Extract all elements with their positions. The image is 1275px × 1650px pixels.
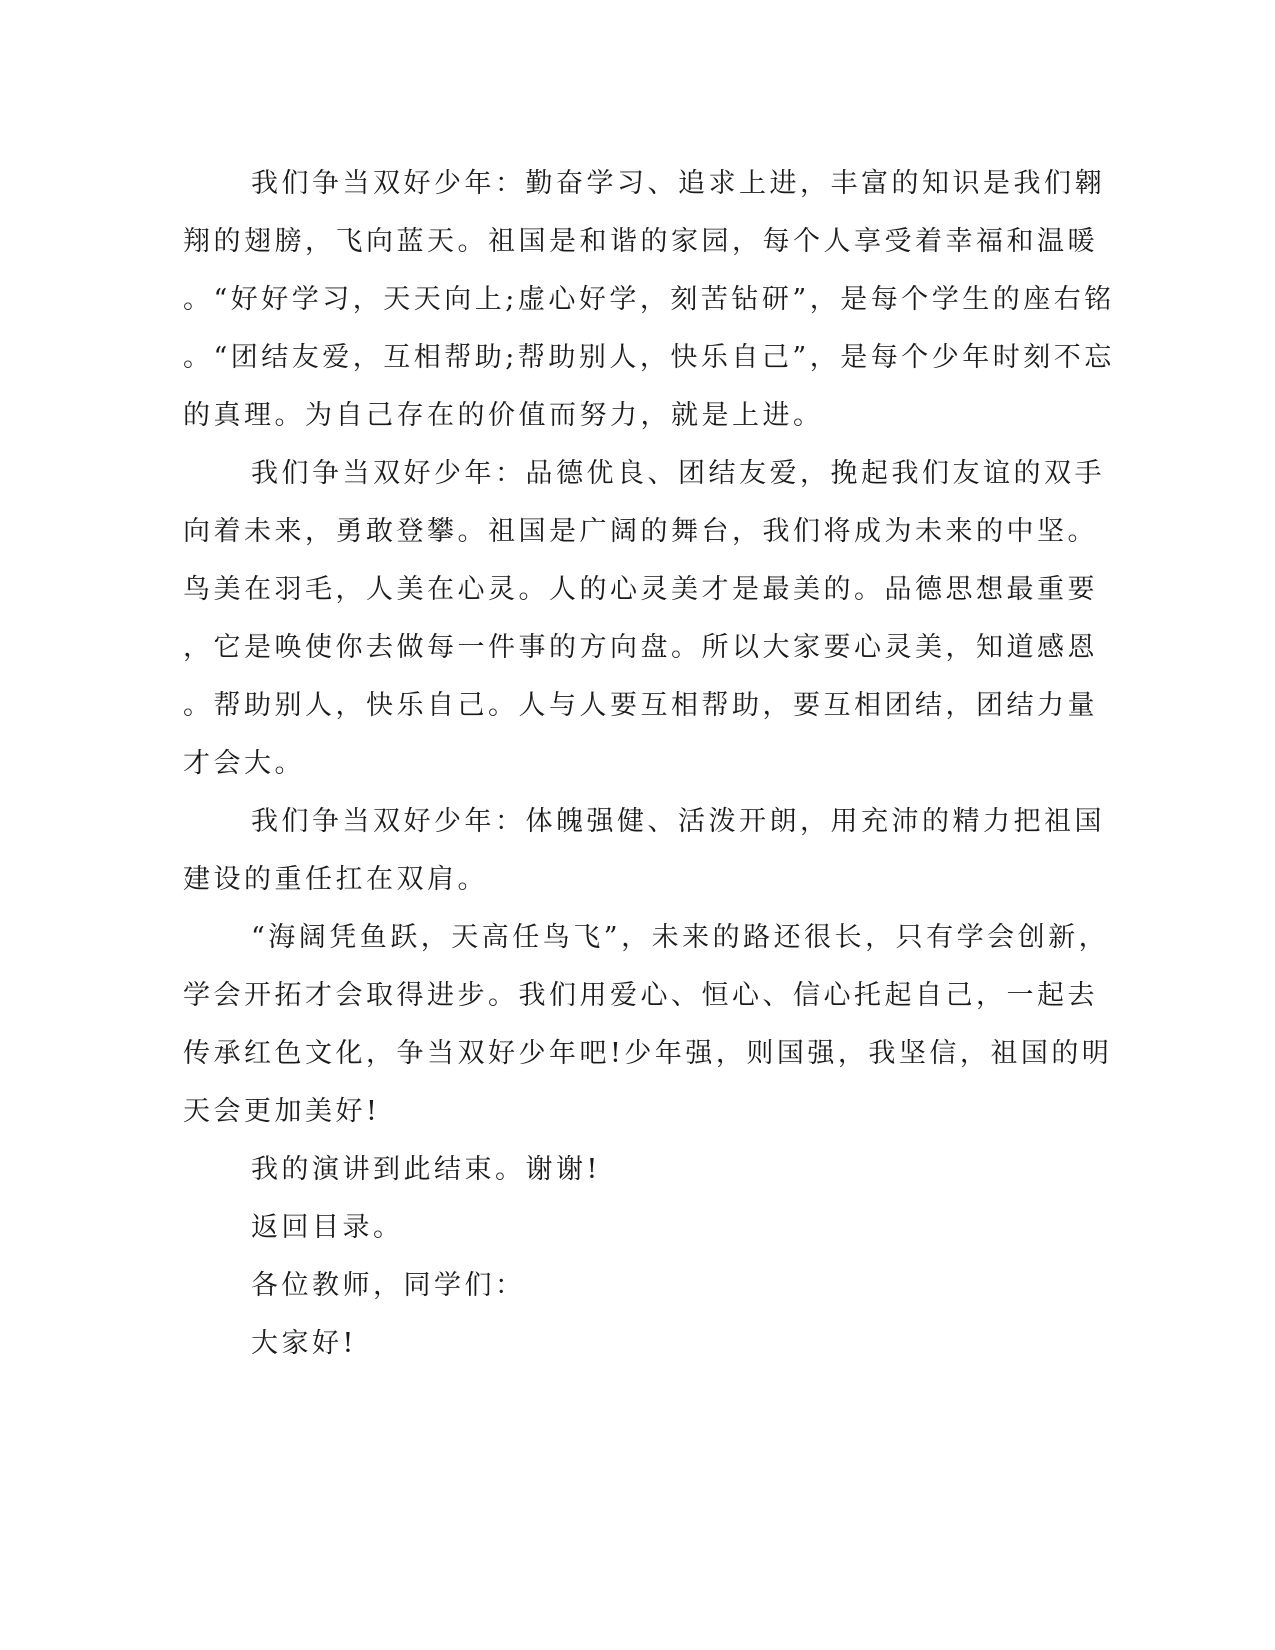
document-body xyxy=(183,155,1115,1373)
text-line: 我们争当双好少年：品德优良、团结友爱，挽起我们友谊的双手 xyxy=(251,458,1105,489)
text-line: 各位教师，同学们： xyxy=(251,1270,526,1301)
text-line: 翔的翅膀，飞向蓝天。祖国是和谐的家园，每个人享受着幸福和温暖 xyxy=(183,226,1098,257)
text-line: 我的演讲到此结束。谢谢! xyxy=(251,1154,601,1185)
text-line: 。帮助别人，快乐自己。人与人要互相帮助，要互相团结，团结力量 xyxy=(183,690,1098,721)
text-line: 返回目录。 xyxy=(251,1212,404,1243)
text-line: 天会更加美好! xyxy=(183,1096,381,1127)
text-line: 。“好好学习，天天向上;虚心好学，刻苦钻研”，是每个学生的座右铭 xyxy=(183,284,1115,315)
text-line: ，它是唤使你去做每一件事的方向盘。所以大家要心灵美，知道感恩 xyxy=(183,632,1098,663)
text-line: 我们争当双好少年：勤奋学习、追求上进，丰富的知识是我们翱 xyxy=(251,168,1105,199)
text-line: 学会开拓才会取得进步。我们用爱心、恒心、信心托起自己，一起去 xyxy=(183,980,1098,1011)
text-line: “海阔凭鱼跃，天高任鸟飞”，未来的路还很长，只有学会创新， xyxy=(251,922,1110,953)
text-line: 才会大。 xyxy=(183,748,305,779)
text-line: 建设的重任扛在双肩。 xyxy=(183,864,488,895)
text-line: 鸟美在羽毛，人美在心灵。人的心灵美才是最美的。品德思想最重要 xyxy=(183,574,1098,605)
text-line: 传承红色文化，争当双好少年吧!少年强，则国强，我坚信，祖国的明 xyxy=(183,1038,1113,1069)
text-line: 大家好! xyxy=(251,1328,357,1359)
text-line: 的真理。为自己存在的价值而努力，就是上进。 xyxy=(183,400,824,431)
text-line: 我们争当双好少年：体魄强健、活泼开朗，用充沛的精力把祖国 xyxy=(251,806,1105,837)
text-line: 。“团结友爱，互相帮助;帮助别人，快乐自己”，是每个少年时刻不忘 xyxy=(183,342,1115,373)
text-line: 向着未来，勇敢登攀。祖国是广阔的舞台，我们将成为未来的中坚。 xyxy=(183,516,1098,547)
